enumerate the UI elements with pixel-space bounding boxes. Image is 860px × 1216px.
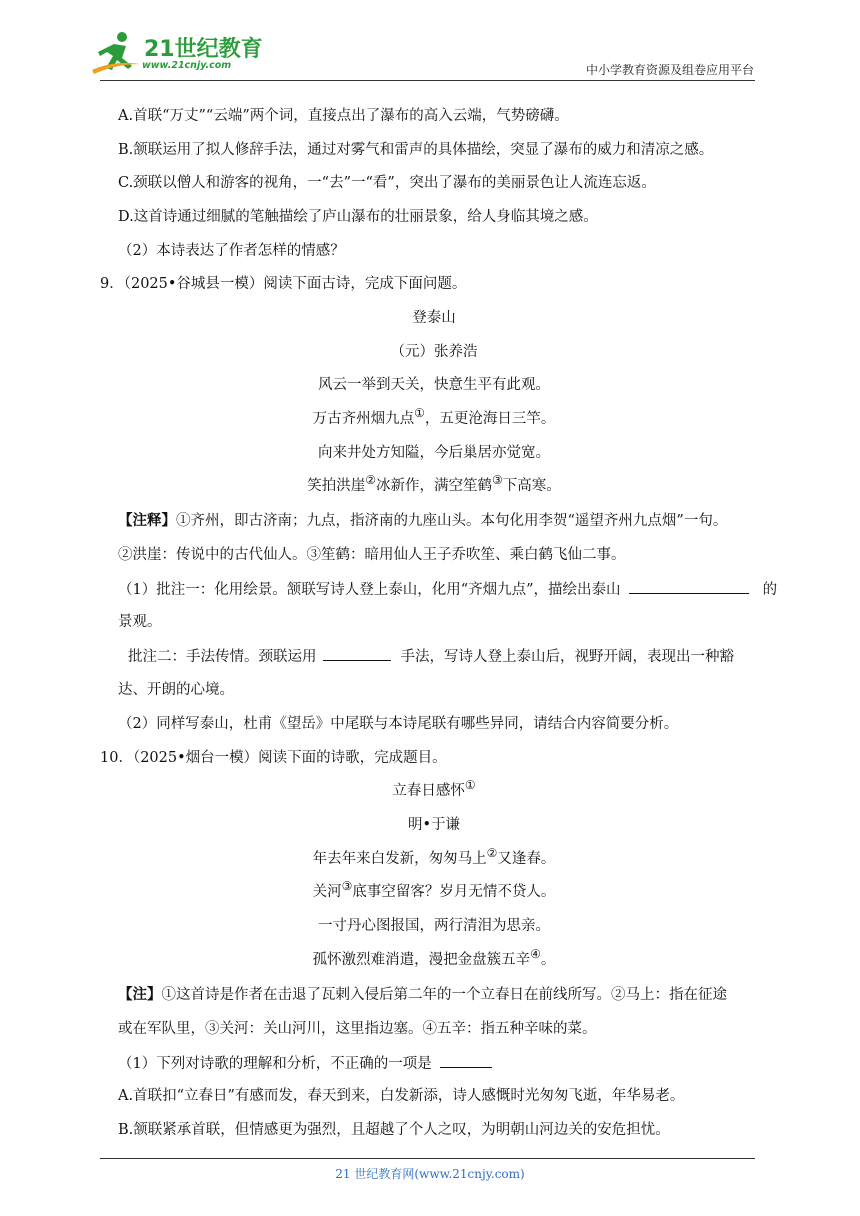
q10-poem-title: 立春日感怀① — [392, 778, 476, 799]
q8-option-b: B.颔联运用了拟人修辞手法，通过对雾气和雷声的具体描绘，突显了瀑布的威力和清凉之感。 — [118, 142, 714, 158]
q10-option-a: A.首联扣“立春日”有感而发，春天到来，白发新添，诗人感慨时光匆匆飞逝，年华易老。 — [118, 1088, 685, 1104]
q9-intro: 9．（2025•谷城县一模）阅读下面古诗，完成下面问题。 — [100, 276, 467, 292]
q10-option-b: B.颔联紧承首联，但情感更为强烈，且超越了个人之叹，为明朝山河边关的安危担忧。 — [118, 1122, 670, 1138]
q9-poem-line-2: 万古齐州烟九点①，五更沧海日三竿。 — [312, 406, 556, 427]
footer-divider — [100, 1158, 755, 1159]
q9-poem-author: （元）张养浩 — [390, 344, 478, 360]
q9-notes-line-2: ②洪崖：传说中的古代仙人。③笙鹤：暗用仙人王子乔吹笙、乘白鹤飞仙二事。 — [118, 547, 626, 563]
logo-title: 21世纪教育 — [144, 37, 263, 62]
q8-option-a: A.首联“万丈”“云端”两个词，直接点出了瀑布的高入云端，气势磅礴。 — [118, 108, 569, 124]
q9-poem-line-4: 笑拍洪崖②冰新作，满空笙鹤③下高寒。 — [307, 473, 561, 494]
q9-sub-question-1: （1）批注一：化用绘景。颔联写诗人登上泰山，化用“齐烟九点”，描绘出泰山 的 — [118, 579, 777, 600]
q10-sub-question-1: （1）下列对诗歌的理解和分析，不正确的一项是 — [118, 1053, 496, 1074]
q10-poem-line-1: 年去年来白发新，匆匆马上②又逢春。 — [312, 846, 556, 867]
q9-annotation-2-cont: 达、开朗的心境。 — [118, 682, 234, 698]
q10-intro: 10．（2025•烟台一模）阅读下面的诗歌，完成题目。 — [100, 750, 447, 766]
logo-url: www.21cnjy.com — [142, 60, 232, 71]
header-divider — [100, 80, 755, 81]
q8-option-c: C.颈联以僧人和游客的视角，一“去”一“看”，突出了瀑布的美丽景色让人流连忘返。 — [118, 175, 656, 191]
page-header — [0, 0, 860, 80]
q10-poem-line-4: 孤怀激烈难消遣，漫把金盘簇五辛④。 — [312, 947, 556, 968]
q10-poem-line-3: 一寸丹心图报国，两行清泪为思亲。 — [318, 918, 550, 934]
q10-poem-line-2: 关河③底事空留客？岁月无情不贷人。 — [312, 879, 556, 900]
q9-annotation-2: 批注二：手法传情。颈联运用 手法，写诗人登上泰山后，视野开阔，表现出一种豁 — [128, 646, 734, 667]
q10-poem-author: 明•于谦 — [407, 817, 461, 833]
q9-poem-line-1: 风云一举到天关，快意生平有此观。 — [318, 377, 550, 393]
q9-poem-title: 登泰山 — [412, 310, 456, 326]
q9-notes-line-1: 【注释】①齐州，即古济南；九点，指济南的九座山头。本句化用李贺“遥望齐州九点烟”一句。 — [118, 512, 728, 529]
answer-blank-3[interactable] — [440, 1053, 492, 1068]
runner-logo-icon — [92, 30, 142, 74]
site-logo — [92, 30, 262, 80]
q10-notes-line-1: 【注】①这首诗是作者在击退了瓦剌入侵后第二年的一个立春日在前线所写。②马上：指在征途 — [118, 986, 727, 1003]
q9-sub-question-1-cont: 景观。 — [118, 614, 162, 630]
answer-blank-2[interactable] — [323, 646, 391, 661]
platform-name: 中小学教育资源及组卷应用平台 — [585, 63, 754, 77]
q8-option-d: D.这首诗通过细腻的笔触描绘了庐山瀑布的壮丽景象，给人身临其境之感。 — [118, 209, 598, 225]
answer-blank-1[interactable] — [629, 579, 749, 594]
page-footer[interactable]: 21 世纪教育网(www.21cnjy.com) — [335, 1167, 525, 1181]
q9-poem-line-3: 向来井处方知隘，今后巢居亦觉宽。 — [318, 445, 550, 461]
q10-notes-line-2: 或在军队里，③关河：关山河川，这里指边塞。④五辛：指五种辛味的菜。 — [118, 1021, 597, 1037]
q8-sub-question-2: （2）本诗表达了作者怎样的情感？ — [118, 243, 345, 259]
q9-sub-question-2: （2）同样写泰山，杜甫《望岳》中尾联与本诗尾联有哪些异同，请结合内容简要分析。 — [118, 716, 679, 732]
